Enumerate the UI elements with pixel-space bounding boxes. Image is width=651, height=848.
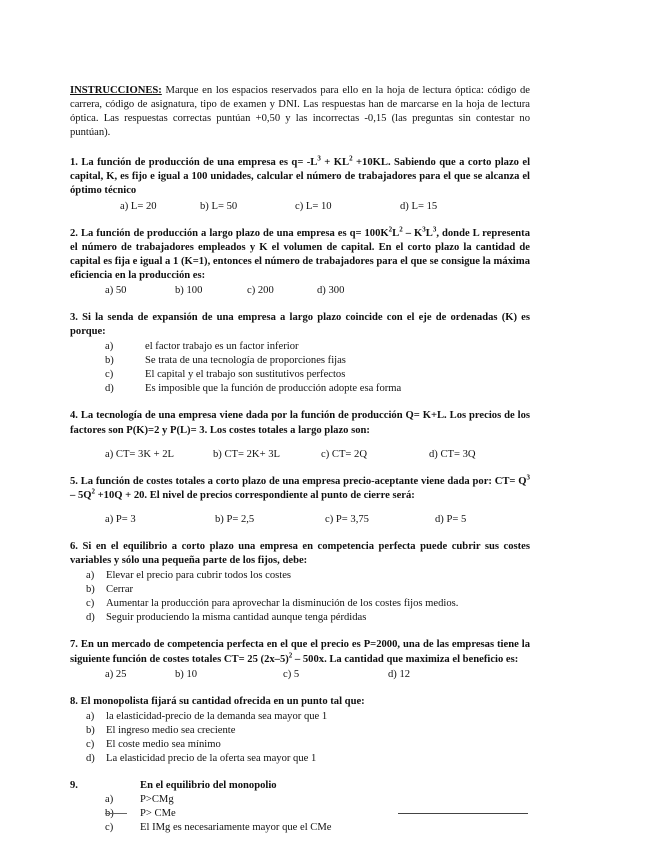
option-c[interactable]: c) CT= 2Q	[321, 448, 367, 460]
question-7	[70, 638, 530, 681]
option-c[interactable]: c) P= 3,75	[325, 513, 369, 525]
option-b[interactable]: b) Cerrar	[86, 584, 134, 596]
option-d[interactable]: d) Seguir produciendo la misma cantidad aunque tenga pérdidas	[86, 612, 367, 624]
question-8-stem: 8. El monopolista fijará su cantidad ofrecida en un punto tal que:	[70, 695, 365, 707]
option-b[interactable]: b) 10	[175, 668, 198, 680]
question-3	[70, 311, 530, 396]
option-d[interactable]: d) La elasticidad precio de la oferta sea mayor que 1	[86, 752, 317, 764]
question-4	[70, 409, 530, 461]
option-b[interactable]: b) Se trata de una tecnología de proporciones fijas	[105, 355, 346, 367]
question-2-options	[70, 284, 530, 298]
footer-rule-left	[105, 813, 127, 814]
option-b[interactable]: b) L= 50	[200, 200, 238, 212]
option-b[interactable]: b) 100	[175, 284, 203, 296]
question-9-stem: 9. En el equilibrio del monopolio	[70, 780, 277, 792]
question-2	[70, 227, 530, 298]
option-d[interactable]: d) L= 15	[400, 200, 438, 212]
option-c[interactable]: c) El IMg es necesariamente mayor que el CMe	[105, 822, 332, 834]
footer-rule-right	[398, 813, 528, 814]
option-b[interactable]: b) P> CMe	[105, 808, 176, 820]
option-c[interactable]: c) 200	[247, 284, 274, 296]
option-b[interactable]: b) CT= 2K+ 3L	[213, 448, 280, 460]
instructions-text: Marque en los espacios reservados para ello en la hoja de lectura óptica: código de carrera, código de asignatura, tipo de examen y DNI. Las respuestas han de marcarse en la hoja de lectura óptica. Las respuestas correctas puntúan +0,50 y las incorrectas -0,15 (las preguntas sin contestar no puntúan).	[70, 85, 530, 139]
question-5-options	[70, 513, 530, 527]
option-b[interactable]: b) P= 2,5	[215, 513, 255, 525]
question-6	[70, 540, 530, 625]
question-5	[70, 475, 530, 527]
question-2-stem: 2. La función de producción a largo plazo de una empresa es $q= 100K^2L^2 - K^3L^3$, donde L representa el número de trabajadores empleados y K el volumen de capital. En el corto plazo la cantidad de capital es fija e igual a 1 (K=1), entonces el número de trabajadores para el que se consigue la máxima eficiencia en la producción es:	[70, 225, 531, 281]
question-7-stem: 7. En un mercado de competencia perfecta en el que el precio es P=2000, una de las empresas tiene la siguiente función de costes totales CT= 25 $(2x-5)^2 - 500x$. La cantidad que maximiza el beneficio es:	[70, 639, 530, 665]
instructions	[70, 84, 530, 140]
option-d[interactable]: d) 12	[388, 668, 411, 680]
option-a[interactable]: a) P>CMg	[105, 794, 174, 806]
option-c[interactable]: c) 5	[283, 668, 300, 680]
option-c[interactable]: c) Aumentar la producción para aprovechar la disminución de los costes fijos medios.	[86, 598, 459, 610]
option-d[interactable]: d) P= 5	[435, 513, 467, 525]
question-9	[70, 779, 530, 835]
question-8-options	[70, 710, 530, 766]
question-5-stem: 5. La función de costes totales a corto plazo de una empresa precio-aceptante viene dada por: $CT= Q^3 - 5Q^2 +10Q + 20$. El nivel de precios correspondiente al punto de cierre será:	[70, 473, 530, 501]
option-a[interactable]: a) 50	[105, 284, 127, 296]
option-a[interactable]: a) la elasticidad-precio de la demanda sea mayor que 1	[86, 710, 328, 722]
option-a[interactable]: a) el factor trabajo es un factor inferior	[105, 341, 299, 353]
question-6-stem: 6. Si en el equilibrio a corto plazo una empresa en competencia perfecta puede cubrir sus costes variables y sólo una pequeña parte de los fijos, debe:	[70, 540, 530, 567]
question-1-options	[70, 200, 530, 214]
question-6-options	[70, 569, 530, 625]
question-1	[70, 156, 530, 213]
instructions-heading: INSTRUCCIONES:	[70, 85, 162, 96]
option-d[interactable]: d) Es imposible que la función de producción adopte esa forma	[105, 383, 402, 395]
question-3-stem: 3. Si la senda de expansión de una empresa a largo plazo coincide con el eje de ordenadas (K) es porque:	[70, 312, 530, 338]
option-c[interactable]: c) El capital y el trabajo son sustitutivos perfectos	[105, 369, 346, 381]
option-a[interactable]: a) Elevar el precio para cubrir todos los costes	[86, 570, 292, 582]
option-d[interactable]: d) 300	[317, 284, 345, 296]
option-a[interactable]: a) L= 20	[120, 200, 157, 212]
option-d[interactable]: d) CT= 3Q	[429, 448, 476, 460]
question-7-options	[70, 668, 530, 682]
option-c[interactable]: c) El coste medio sea mínimo	[86, 738, 221, 750]
option-b[interactable]: b) El ingreso medio sea creciente	[86, 724, 236, 736]
question-8	[70, 695, 530, 766]
option-a[interactable]: a) 25	[105, 668, 127, 680]
option-c[interactable]: c) L= 10	[295, 200, 332, 212]
question-1-stem: 1. La función de producción de una empresa es $q= -L^3 + KL^2 +10KL$. Sabiendo que a corto plazo el capital, K, es fijo e igual a 100 unidades, calcular el número de trabajadores para el que se alcanza el óptimo técnico	[70, 154, 531, 197]
option-a[interactable]: a) P= 3	[105, 513, 136, 525]
exam-content	[70, 84, 530, 848]
option-a[interactable]: a) CT= 3K + 2L	[105, 448, 175, 460]
question-4-options	[70, 448, 530, 462]
question-3-options	[70, 340, 530, 396]
question-4-stem: 4. La tecnología de una empresa viene dada por la función de producción Q= K+L. Los precios de los factores son P(K)=2 y P(L)= 3. Los costes totales a largo plazo son:	[70, 410, 530, 436]
